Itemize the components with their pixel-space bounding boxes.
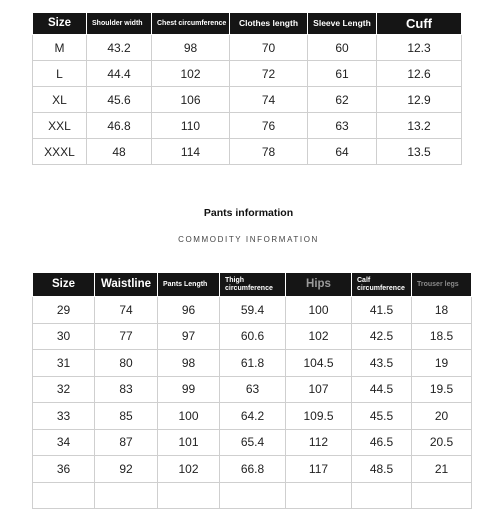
tops-table-row (33, 87, 462, 113)
pants-table-row-cell: 61.8 (220, 350, 286, 377)
pants-table-row-cell: 60.6 (220, 323, 286, 350)
tops-table-row-cell: L (33, 61, 87, 87)
pants-table-row-cell: 83 (95, 376, 158, 403)
tops-table-row (33, 113, 462, 139)
pants-table-row-cell: 30 (33, 323, 95, 350)
pants-table-row-cell: 100 (158, 403, 220, 430)
tops-table-row-cell: 13.2 (377, 113, 462, 139)
pants-table-row-cell: 102 (286, 323, 352, 350)
pants-table-row (33, 350, 472, 377)
pants-table-row (33, 429, 472, 456)
tops-table-row (33, 61, 462, 87)
pants-table-row-cell: 112 (286, 429, 352, 456)
pants-table-row (33, 376, 472, 403)
pants-table-row-cell: 29 (33, 297, 95, 324)
pants-table-row-cell: 36 (33, 456, 95, 483)
pants-header-size: Size (33, 273, 95, 297)
pants-table-row-cell: 20 (412, 403, 472, 430)
pants-table-row-cell (286, 482, 352, 509)
tops-table-row-cell: 63 (308, 113, 377, 139)
tops-header-chest: Chest circumference (152, 13, 230, 35)
tops-table-row-cell: 12.9 (377, 87, 462, 113)
pants-table-row-cell (95, 482, 158, 509)
pants-table-row-cell: 65.4 (220, 429, 286, 456)
pants-table-row-cell: 64.2 (220, 403, 286, 430)
tops-table-row-cell: 110 (152, 113, 230, 139)
tops-table-row-cell: 114 (152, 139, 230, 165)
tops-table-row-cell: 62 (308, 87, 377, 113)
pants-table-row-cell: 31 (33, 350, 95, 377)
pants-table-row-cell: 80 (95, 350, 158, 377)
pants-table-row-cell: 107 (286, 376, 352, 403)
pants-table-row (33, 323, 472, 350)
pants-table-row-cell: 18.5 (412, 323, 472, 350)
pants-table-row-cell (412, 482, 472, 509)
pants-header-hips: Hips (286, 273, 352, 297)
pants-table-row-cell: 41.5 (352, 297, 412, 324)
pants-table-row-cell: 98 (158, 350, 220, 377)
pants-table-row-cell: 19 (412, 350, 472, 377)
pants-table-row-cell: 46.5 (352, 429, 412, 456)
pants-section-subtitle: COMMODITY INFORMATION (178, 235, 319, 244)
pants-table-row-cell: 63 (220, 376, 286, 403)
pants-table-row-cell: 34 (33, 429, 95, 456)
pants-table-row-cell: 43.5 (352, 350, 412, 377)
pants-size-table (32, 272, 472, 509)
tops-table-row-cell: 78 (230, 139, 308, 165)
tops-table-row-cell: 45.6 (87, 87, 152, 113)
pants-table-row-cell: 104.5 (286, 350, 352, 377)
pants-table-row-cell: 19.5 (412, 376, 472, 403)
pants-table-row-cell: 77 (95, 323, 158, 350)
pants-table-row-cell: 85 (95, 403, 158, 430)
pants-table-row-cell: 32 (33, 376, 95, 403)
pants-table-row-cell: 66.8 (220, 456, 286, 483)
pants-table-row (33, 456, 472, 483)
tops-table-row-cell: 46.8 (87, 113, 152, 139)
tops-table-row-cell: 48 (87, 139, 152, 165)
pants-table-row-cell: 21 (412, 456, 472, 483)
tops-table-row-cell: 61 (308, 61, 377, 87)
tops-table-row-cell: 72 (230, 61, 308, 87)
tops-table-row-cell: 60 (308, 35, 377, 61)
pants-table-row-cell (220, 482, 286, 509)
tops-table-row (33, 35, 462, 61)
tops-table-row-cell: XXXL (33, 139, 87, 165)
pants-table-row-cell (158, 482, 220, 509)
tops-table-row-cell: 106 (152, 87, 230, 113)
pants-table-row-cell: 33 (33, 403, 95, 430)
tops-header-size: Size (33, 13, 87, 35)
tops-table-row-cell: M (33, 35, 87, 61)
pants-table-row-cell: 99 (158, 376, 220, 403)
pants-table-row-cell: 20.5 (412, 429, 472, 456)
pants-table-row-cell: 42.5 (352, 323, 412, 350)
pants-table-row-cell: 18 (412, 297, 472, 324)
pants-header-waistline: Waistline (95, 273, 158, 297)
tops-table-row-cell: 13.5 (377, 139, 462, 165)
pants-table-row-cell: 109.5 (286, 403, 352, 430)
pants-table-row-cell: 101 (158, 429, 220, 456)
tops-table-row-cell: 64 (308, 139, 377, 165)
pants-table-row-cell: 87 (95, 429, 158, 456)
tops-table-row-cell: 98 (152, 35, 230, 61)
tops-header-row (33, 13, 462, 35)
pants-table-row (33, 403, 472, 430)
pants-header-calf: Calf circumference (352, 273, 412, 297)
tops-table-row-cell: 74 (230, 87, 308, 113)
pants-table-row-cell: 74 (95, 297, 158, 324)
tops-size-table (32, 12, 462, 165)
pants-table-row-cell (352, 482, 412, 509)
tops-table-row-cell: XXL (33, 113, 87, 139)
pants-table-row-cell: 59.4 (220, 297, 286, 324)
tops-table-row-cell: 76 (230, 113, 308, 139)
pants-header-thigh: Thigh circumference (220, 273, 286, 297)
pants-table-row-cell: 96 (158, 297, 220, 324)
tops-table-row-cell: 12.3 (377, 35, 462, 61)
tops-header-cuff: Cuff (377, 13, 462, 35)
pants-table-row-cell: 92 (95, 456, 158, 483)
pants-table-row-cell: 97 (158, 323, 220, 350)
tops-header-length: Clothes length (230, 13, 308, 35)
pants-header-trouser-legs: Trouser legs (412, 273, 472, 297)
pants-table-row-cell: 102 (158, 456, 220, 483)
pants-table-row (33, 297, 472, 324)
pants-table-row (33, 482, 472, 509)
tops-table-row-cell: 43.2 (87, 35, 152, 61)
tops-table-row-cell: 12.6 (377, 61, 462, 87)
pants-table-row-cell: 100 (286, 297, 352, 324)
pants-table-row-cell: 45.5 (352, 403, 412, 430)
pants-table-row-cell: 48.5 (352, 456, 412, 483)
pants-table-row-cell: 117 (286, 456, 352, 483)
pants-header-length: Pants Length (158, 273, 220, 297)
tops-table-row (33, 139, 462, 165)
pants-section-title: Pants information (203, 207, 294, 219)
pants-header-row (33, 273, 472, 297)
tops-header-sleeve: Sleeve Length (308, 13, 377, 35)
tops-header-shoulder: Shoulder width (87, 13, 152, 35)
tops-table-row-cell: 44.4 (87, 61, 152, 87)
pants-table-row-cell (33, 482, 95, 509)
pants-table-row-cell: 44.5 (352, 376, 412, 403)
tops-table-row-cell: 70 (230, 35, 308, 61)
tops-table-row-cell: XL (33, 87, 87, 113)
tops-table-row-cell: 102 (152, 61, 230, 87)
